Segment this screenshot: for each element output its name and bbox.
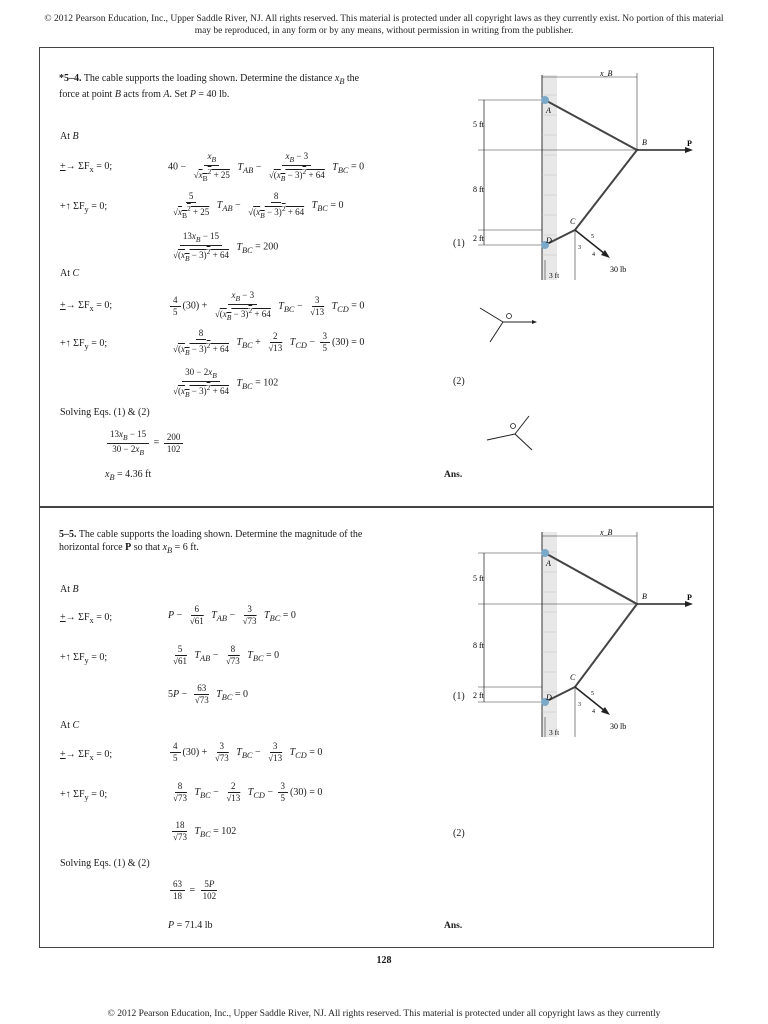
label-a: A: [546, 559, 551, 568]
problem-5-5-statement: 5–5. The cable supports the loading shown. Determine the magnitude of the horizontal force P so that $x_B = 6$ ft.: [59, 529, 363, 555]
eq-2-b: $\frac{18}{√73}$ $T_{BC} = 102$: [173, 820, 237, 842]
label-a: A: [546, 106, 551, 115]
solving-text: Solving Eqs. (1) & (2): [60, 407, 150, 418]
eq-2-tag-2: (2): [453, 828, 465, 839]
section-at-c-2: At C: [60, 720, 80, 731]
eq-fy-label-c2: +↑ $\Sigma F_y = 0$;: [60, 789, 108, 802]
eq-2: $\frac{30 - 2x_B}{√(x_B - 3)^2 + 64}$ $T_{BC} = 102$: [173, 367, 279, 399]
eq-1-b: 5P − $\frac{63}{√73}$ $T_{BC} = 0$: [168, 683, 249, 705]
label-c: C: [570, 673, 576, 682]
answer-label-2: Ans.: [444, 921, 463, 931]
problem-number: 5–5.: [59, 529, 77, 540]
eq-fy-c-2: $\frac{8}{√73}$ $T_{BC}$ − $\frac{2}{√13}$ $T_{CD}$ − $\frac{3}{5}$ (30) = 0: [173, 781, 323, 803]
label-b: B: [642, 592, 647, 601]
dim-2ft: 2 ft: [473, 691, 484, 700]
slope-3: 3: [578, 245, 581, 251]
dim-8ft: 8 ft: [473, 185, 484, 194]
slope-4: 4: [592, 252, 595, 258]
eq-fx-c: $\frac{4}{5}$ (30) + $\frac{x_B - 3}{√(x_B - 3)^2 + 64}$ $T_{BC}$ − $\frac{3}{√13}$ $T_{CD} = 0$: [168, 290, 364, 323]
label-b: B: [642, 138, 647, 147]
label-load: 30 lb: [610, 265, 627, 274]
eq-1-tag: (1): [453, 238, 465, 249]
dim-xb: x_B: [600, 69, 613, 78]
problem-number: *5–4.: [59, 73, 82, 84]
eq-fy-b: $\frac{5}{√x_B^2 + 25}$ $T_{AB}$ − $\frac{8}{√(x_B - 3)^2 + 64}$ $T_{BC} = 0$: [173, 191, 344, 220]
eq-2-tag: (2): [453, 376, 465, 387]
copyright-notice-top: © 2012 Pearson Education, Inc., Upper Saddle River, NJ. All rights reserved. This material is protected under all copyright laws as they currently exist. No portion of this material may be reproduced, in any form or by any means, without permission in writing from the publisher.: [44, 14, 724, 36]
eq-fx-b-2: P − $\frac{6}{√61}$ $T_{AB}$ − $\frac{3}{√73}$ $T_{BC} = 0$: [168, 604, 296, 626]
eq-fy-c: $\frac{8}{√(x_B - 3)^2 + 64}$ $T_{BC}$ + $\frac{2}{√13}$ $T_{CD}$ − $\frac{3}{5}$ (30) = 0: [173, 328, 365, 357]
solve-ratio-2: $\frac{63}{18}$ = $\frac{5P}{102}$: [168, 879, 221, 902]
dim-3ft: 3 ft: [549, 271, 560, 280]
page-number: 128: [376, 955, 392, 966]
dim-8ft: 8 ft: [473, 641, 484, 650]
solve-ratio: $\frac{13x_B - 15}{30 - 2x_B}$ = $\frac{200}{102}$: [105, 429, 185, 458]
eq-1: $\frac{13x_B - 15}{√(x_B - 3)^2 + 64}$ $T_{BC} = 200$: [173, 231, 279, 263]
problem-5-4-statement: *5–4. The cable supports the loading shown. Determine the distance $x_B$ the force at point B acts from A. Set P = 40 lb.: [59, 73, 360, 100]
support-a: [541, 549, 549, 557]
dim-xb: x_B: [600, 528, 613, 537]
cable: [545, 553, 637, 702]
result-xb: $x_B = 4.36$ ft: [105, 469, 152, 482]
solving-text-2: Solving Eqs. (1) & (2): [60, 858, 150, 869]
label-d: D: [546, 236, 552, 245]
eq-fy-b-2: $\frac{5}{√61}$ $T_{AB}$ − $\frac{8}{√73}$ $T_{BC} = 0$: [173, 644, 280, 666]
dim-5ft: 5 ft: [473, 574, 484, 583]
label-p: P: [687, 593, 692, 602]
result-p: P = 71.4 lb: [168, 920, 213, 931]
cable-figure-2: [470, 520, 700, 745]
cable-figure-1: [470, 65, 700, 285]
slope-3: 3: [578, 702, 581, 708]
eq-fx-label-2: +→ $\Sigma F_x = 0$;: [60, 612, 113, 625]
section-at-b-2: At B: [60, 584, 79, 595]
dim-2ft: 2 ft: [473, 234, 484, 243]
eq-fx-b: 40 − $\frac{x_B}{√x_B^2 + 25}$ $T_{AB}$ − $\frac{x_B - 3}{√(x_B - 3)^2 + 64}$ $T_{BC} = 0$: [168, 151, 365, 183]
dim-5ft: 5 ft: [473, 120, 484, 129]
answer-label: Ans.: [444, 470, 463, 480]
fbd-sketch-c: [477, 410, 552, 465]
eq-fx-label-c2: +→ $\Sigma F_x = 0$;: [60, 749, 113, 762]
label-c: C: [570, 217, 576, 226]
eq-fx-label: +→ $\Sigma F_x = 0$;: [60, 161, 113, 174]
label-p: P: [687, 139, 692, 148]
fbd-sketch-b: [475, 300, 550, 350]
dim-3ft: 3 ft: [549, 728, 560, 737]
slope-5: 5: [591, 691, 594, 697]
eq-1-tag-2: (1): [453, 691, 465, 702]
eq-fx-c-2: $\frac{4}{5}$ (30) + $\frac{3}{√73}$ $T_{BC}$ − $\frac{3}{√13}$ $T_{CD} = 0$: [168, 741, 322, 764]
label-load: 30 lb: [610, 722, 627, 731]
section-at-c: At C: [60, 268, 80, 279]
copyright-notice-bottom: © 2012 Pearson Education, Inc., Upper Saddle River, NJ. All rights reserved. This material is protected under all copyright laws as they currently: [107, 1009, 661, 1019]
eq-fy-label: +↑ $\Sigma F_y = 0$;: [60, 201, 108, 214]
eq-fx-label-c: +→ $\Sigma F_x = 0$;: [60, 300, 113, 313]
eq-fy-label-c: +↑ $\Sigma F_y = 0$;: [60, 338, 108, 351]
support-a: [541, 96, 549, 104]
section-at-b: At B: [60, 131, 79, 142]
slope-4: 4: [592, 709, 595, 715]
label-d: D: [546, 693, 552, 702]
cable: [545, 100, 637, 245]
slope-5: 5: [591, 234, 594, 240]
eq-fy-label-2: +↑ $\Sigma F_y = 0$;: [60, 652, 108, 665]
